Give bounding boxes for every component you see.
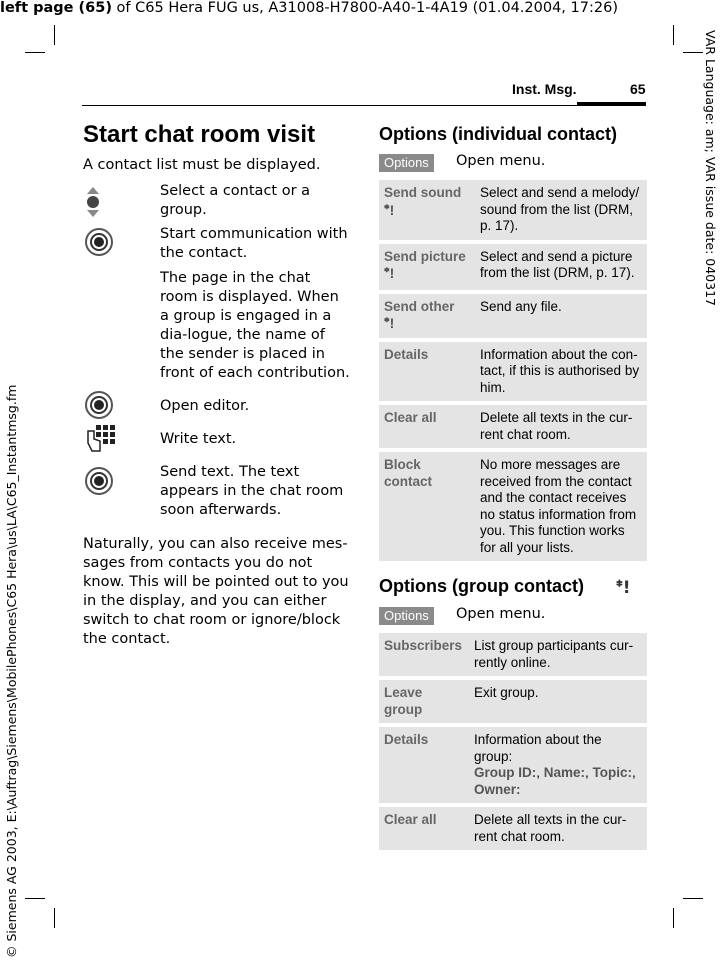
step-open-editor: Open editor. xyxy=(160,398,250,414)
field-group-id: Group ID: xyxy=(474,765,537,780)
field-topic: Topic: xyxy=(592,765,633,780)
section-title-group: Options (group contact) xyxy=(379,576,584,596)
running-head-section: Inst. Msg. xyxy=(512,81,577,97)
options-softkey-label: Options xyxy=(379,154,434,172)
step-start-communication: Start communication with the contact. xyxy=(160,226,348,261)
nav-joystick-icon xyxy=(85,187,101,221)
options-table-group xyxy=(379,629,647,854)
header-rule xyxy=(82,105,646,106)
center-key-icon xyxy=(84,466,114,500)
var-language-note: VAR Language: am; VAR issue date: 040317 xyxy=(703,30,718,306)
option-key: Clear all xyxy=(384,812,437,827)
print-header-page: left page (65) xyxy=(0,0,112,16)
open-menu-text-individual: Open menu. xyxy=(456,153,546,169)
header-rule-accent xyxy=(577,102,646,105)
table-row xyxy=(379,633,647,676)
options-softkey-label: Options xyxy=(379,607,434,625)
option-value: Delete all texts in the cur-rent chat room. xyxy=(469,807,647,850)
keypad-icon xyxy=(84,423,116,459)
center-key-icon xyxy=(84,227,114,261)
print-header xyxy=(0,0,618,16)
option-value: Information about the group: Group ID:, Name:, Topic:, Owner: xyxy=(469,727,647,803)
option-value-text: Information about the group: xyxy=(474,732,602,764)
option-value: Information about the con-tact, if this is authorised by him. xyxy=(475,342,647,402)
file-path-note: © Siemens AG 2003, E:\Auftrag\Siemens\MobilePhones\C65 Hera\us\LA\C65_Instantmsg.fm xyxy=(4,384,19,958)
option-key: Block contact xyxy=(384,457,433,489)
field-owner: Owner: xyxy=(474,781,521,797)
table-row xyxy=(379,342,647,402)
field-name: Name: xyxy=(543,765,586,780)
options-softkey-individual xyxy=(379,152,434,172)
step-send-text: Send text. The text appears in the chat room soon afterwards. xyxy=(160,464,344,518)
option-key: Details xyxy=(384,346,429,362)
step-write-text: Write text. xyxy=(160,431,237,447)
page-title: Start chat room visit xyxy=(83,121,316,148)
table-row xyxy=(379,807,647,850)
option-value: Exit group. xyxy=(469,680,647,723)
option-value: Select and send a picture from the list (DRM, p. 17). xyxy=(475,244,647,290)
option-value: No more messages are received from the contact and the contact receives no status information from you. This function works for all your lists. xyxy=(475,452,647,561)
option-value: Select and send a melody/ sound from the list (DRM, p. 17). xyxy=(475,180,647,240)
table-row xyxy=(379,452,647,561)
option-value: List group participants cur-rently online. xyxy=(469,633,647,676)
network-service-icon: ᙿ! xyxy=(384,315,395,331)
option-key: Send picture xyxy=(384,248,466,264)
option-key: Send sound xyxy=(384,185,462,200)
table-row xyxy=(379,680,647,723)
table-row xyxy=(379,180,647,240)
network-service-icon: ᙿ! xyxy=(616,578,631,598)
option-value: Delete all texts in the cur-rent chat room. xyxy=(475,405,647,448)
options-softkey-group xyxy=(379,605,434,625)
option-key: Send other xyxy=(384,298,455,314)
network-service-icon: ᙿ! xyxy=(384,201,395,218)
section-title-individual: Options (individual contact) xyxy=(379,124,617,144)
step-chat-room-note: The page in the chat room is displayed. When a group is engaged in a dia-logue, the name of the sender is placed in front of each contribution. xyxy=(160,270,350,381)
option-key: Subscribers xyxy=(384,638,463,653)
network-service-icon: ᙿ! xyxy=(384,265,395,281)
option-key: Details xyxy=(384,732,429,747)
footer-paragraph: Naturally, you can also receive mes-sages from contacts you do not know. This will be pointed out to you in the display, and you can either switch to chat room or ignore/block the contact. xyxy=(83,536,349,647)
table-row xyxy=(379,727,647,803)
center-key-icon xyxy=(84,390,114,424)
step-select-contact: Select a contact or a group. xyxy=(160,183,311,218)
option-value: Send any file. xyxy=(475,294,647,338)
option-key: Leave group xyxy=(384,685,423,717)
running-head-page: 65 xyxy=(630,81,646,97)
table-row xyxy=(379,294,647,338)
options-table-individual xyxy=(379,176,647,565)
open-menu-text-group: Open menu. xyxy=(456,606,546,622)
intro-text: A contact list must be displayed. xyxy=(83,157,321,173)
option-key: Clear all xyxy=(384,410,437,425)
table-row xyxy=(379,244,647,290)
print-header-rest: of C65 Hera FUG us, A31008-H7800-A40-1-4A19 (01.04.2004, 17:26) xyxy=(111,0,618,16)
table-row xyxy=(379,405,647,448)
